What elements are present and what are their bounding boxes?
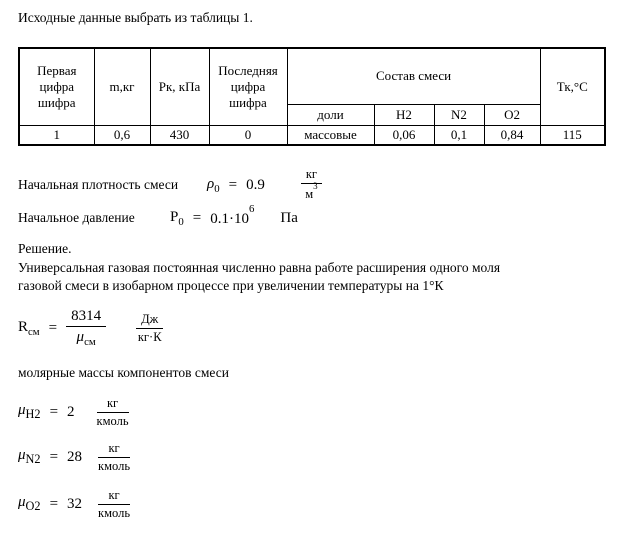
density-symbol: $\rho_0$ [207,175,220,195]
molar-n2-value: 28 [67,448,83,465]
density-unit-numerator: кг [301,167,322,184]
pressure-equals: = [192,209,202,226]
data-cell-temperature: 115 [540,125,605,145]
molar-o2-unit-fraction [98,488,130,521]
molar-o2-formula [18,484,130,524]
molar-heading: молярные массы компонентов смеси [18,365,229,380]
gas-constant-unit-fraction [136,312,163,345]
gas-constant-unit-denominator: кг·К [137,329,162,344]
molar-n2-unit-fraction [98,441,130,474]
molar-o2-equals: = [49,495,59,512]
molar-h2-unit-fraction [97,396,129,429]
molar-h2-equals: = [49,403,59,420]
header-temperature: Тк,°С [540,48,605,125]
subheader-fractions: доли [287,104,374,125]
subheader-h2: H2 [374,104,434,125]
density-value: 0.9 [246,176,265,193]
molar-o2-unit-denominator: кмоль [98,505,131,520]
header-pressure: Рк, кПа [150,48,209,125]
gas-constant-denominator: $\mu_{см}$ [76,329,96,349]
header-composition: Состав смеси [287,48,540,104]
data-cell-last-digit: 0 [209,125,287,145]
molar-o2-value: 32 [67,495,83,512]
data-cell-pressure: 430 [150,125,209,145]
gas-constant-unit-numerator: Дж [136,312,163,329]
molar-h2-value: 2 [67,403,75,420]
data-cell-first-digit: 1 [19,125,94,145]
solution-paragraph-line2: газовой смеси в изобарном процессе при увеличении температуры на 1°К [18,278,444,293]
pressure-formula-row [18,200,298,236]
gas-constant-equals: = [48,319,58,336]
molar-n2-equals: = [49,448,59,465]
density-equals: = [228,176,238,193]
pressure-unit: Па [280,209,298,226]
header-last-digit: Последняя цифра шифра [209,48,287,125]
solution-heading: Решение. [18,241,72,256]
data-cell-h2: 0,06 [374,125,434,145]
data-table [18,47,606,146]
pressure-label: Начальное давление [18,210,135,225]
header-first-digit: Первая цифра шифра [19,48,94,125]
table-header-row [19,48,605,104]
density-unit-fraction [301,167,322,202]
solution-paragraph-line1: Универсальная газовая постоянная численно равна работе расширения одного моля [18,259,501,275]
data-cell-n2: 0,1 [434,125,484,145]
molar-h2-symbol: $\mu_{H2}$ [18,402,41,421]
header-mass: m,кг [94,48,150,125]
pressure-symbol: $P_0$ [170,208,184,228]
molar-n2-formula [18,437,130,477]
density-unit-denominator: $м^3$ [305,180,318,202]
molar-h2-formula [18,392,129,432]
pressure-value: $0.1\cdot 10^6$ [210,202,255,227]
data-cell-mass: 0,6 [94,125,150,145]
intro-text: Исходные данные выбрать из таблицы 1. [18,10,253,25]
table-data-row [19,125,605,145]
molar-o2-symbol: $\mu_{O2}$ [18,494,41,513]
gas-constant-formula [18,308,163,348]
molar-n2-unit-numerator: кг [98,441,130,458]
subheader-o2: O2 [484,104,540,125]
molar-o2-unit-numerator: кг [98,488,130,505]
gas-constant-numerator: 8314 [66,307,106,327]
molar-n2-symbol: $\mu_{N2}$ [18,447,41,466]
molar-h2-unit-denominator: кмоль [96,413,129,428]
gas-constant-symbol: $R_{см}$ [18,318,40,338]
gas-constant-fraction [66,307,106,349]
molar-n2-unit-denominator: кмоль [98,458,131,473]
molar-h2-unit-numerator: кг [97,396,129,413]
solution-block [18,240,500,296]
density-label: Начальная плотность смеси [18,177,179,192]
subheader-n2: N2 [434,104,484,125]
data-cell-fraction-type: массовые [287,125,374,145]
data-cell-o2: 0,84 [484,125,540,145]
